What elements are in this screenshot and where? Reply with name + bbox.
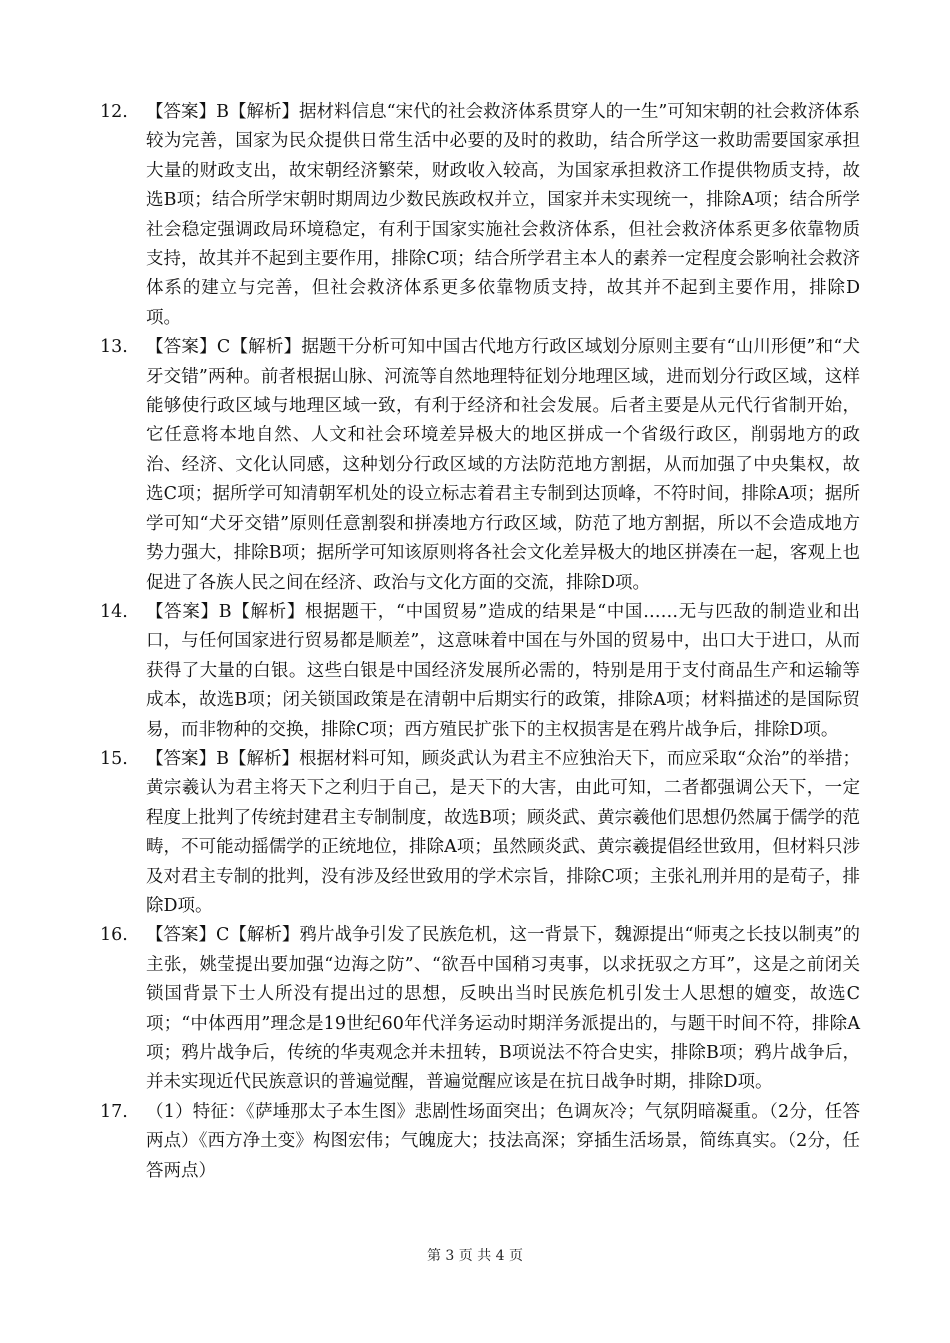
question-number: 12. <box>100 102 128 122</box>
answer-item-14 <box>100 598 860 745</box>
answer-item-12 <box>100 98 860 333</box>
answer-list <box>100 98 860 1186</box>
answer-item-17 <box>100 1098 860 1186</box>
question-number: 14. <box>100 601 128 622</box>
answer-item-15 <box>100 745 860 921</box>
answer-text: （1）特征：《萨埵那太子本生图》悲剧性场面突出；色调灰冷；气氛阴暗凝重。（2分，任答两点）《西方净土变》构图宏伟；气魄庞大；技法高深；穿插生活场景，简练真实。（2分，任答两点） <box>146 1101 860 1181</box>
question-number: 15. <box>100 748 128 769</box>
question-number: 13. <box>100 337 128 358</box>
answer-text: 【答案】B【解析】根据题干，“中国贸易”造成的结果是“中国……无与匹敌的制造业和出口，与任何国家进行贸易都是顺差”，这意味着中国在与外国的贸易中，出口大于进口，从而获得了大量的白银。这些白银是中国经济发展所必需的，特别是用于支付商品生产和运输等成本，故选B项；闭关锁国政策是在清朝中后期实行的政策，排除A项；材料描述的是国际贸易，而非物种的交换，排除C项；西方殖民扩张下的主权损害是在鸦片战争后，排除D项。 <box>146 601 860 740</box>
answer-text: 【答案】C【解析】据题干分析可知中国古代地方行政区域划分原则主要有“山川形便”和“犬牙交错”两种。前者根据山脉、河流等自然地理特征划分地理区域，进而划分行政区域，这样能够使行政区域与地理区域一致，有利于经济和社会发展。后者主要是从元代行省制开始，它任意将本地自然、人文和社会环境差异极大的地区拼成一个省级行政区，削弱地方的政治、经济、文化认同感，这种划分行政区域的方法防范地方割据，从而加强了中央集权，故选C项；据所学可知清朝军机处的设立标志着君主专制到达顶峰，不符时间，排除A项；据所学可知“犬牙交错”原则任意割裂和拼凑地方行政区域，防范了地方割据，所以不会造成地方势力强大，排除B项；据所学可知该原则将各社会文化差异极大的地区拼凑在一起，客观上也促进了各族人民之间在经济、政治与文化方面的交流，排除D项。 <box>146 337 860 593</box>
answer-item-13 <box>100 333 860 598</box>
page-footer <box>0 1246 950 1266</box>
answer-text: 【答案】B【解析】据材料信息“宋代的社会救济体系贯穿人的一生”可知宋朝的社会救济体系较为完善，国家为民众提供日常生活中必要的及时的救助，结合所学这一救助需要国家承担大量的财政支出，故宋朝经济繁荣，财政收入较高，为国家承担救济工作提供物质支持，故选B项；结合所学宋朝时期周边少数民族政权并立，国家并未实现统一，排除A项；结合所学社会稳定强调政局环境稳定，有利于国家实施社会救济体系，但社会救济体系更多依靠物质支持，故其并不起到主要作用，排除C项；结合所学君主本人的素养一定程度会影响社会救济体系的建立与完善，但社会救济体系更多依靠物质支持，故其并不起到主要作用，排除D项。 <box>146 102 860 328</box>
answer-text: 【答案】B【解析】根据材料可知，顾炎武认为君主不应独治天下，而应采取“众治”的举措；黄宗羲认为君主将天下之利归于自己，是天下的大害，由此可知，二者都强调公天下，一定程度上批判了传统封建君主专制制度，故选B项；顾炎武、黄宗羲他们思想仍然属于儒学的范畴，不可能动摇儒学的正统地位，排除A项；虽然顾炎武、黄宗羲提倡经世致用，但材料只涉及对君主专制的批判，没有涉及经世致用的学术宗旨，排除C项；主张礼刑并用的是荀子，排除D项。 <box>146 748 860 916</box>
question-number: 16. <box>100 925 128 946</box>
page-number-label: 第 3 页 共 4 页 <box>426 1248 524 1264</box>
question-number: 17. <box>100 1101 128 1122</box>
answer-text: 【答案】C【解析】鸦片战争引发了民族危机，这一背景下，魏源提出“师夷之长技以制夷”的主张，姚莹提出要加强“边海之防”、“欲吾中国稍习夷事，以求抚驭之方耳”，这是之前闭关锁国背景下士人所没有提出过的思想，反映出当时民族危机引发士人思想的嬗变，故选C项；“中体西用”理念是19世纪60年代洋务运动时期洋务派提出的，与题干时间不符，排除A项；鸦片战争后，传统的华夷观念并未扭转，B项说法不符合史实，排除B项；鸦片战争后，并未实现近代民族意识的普遍觉醒，普遍觉醒应该是在抗日战争时期，排除D项。 <box>146 925 860 1093</box>
answer-item-16 <box>100 921 860 1097</box>
